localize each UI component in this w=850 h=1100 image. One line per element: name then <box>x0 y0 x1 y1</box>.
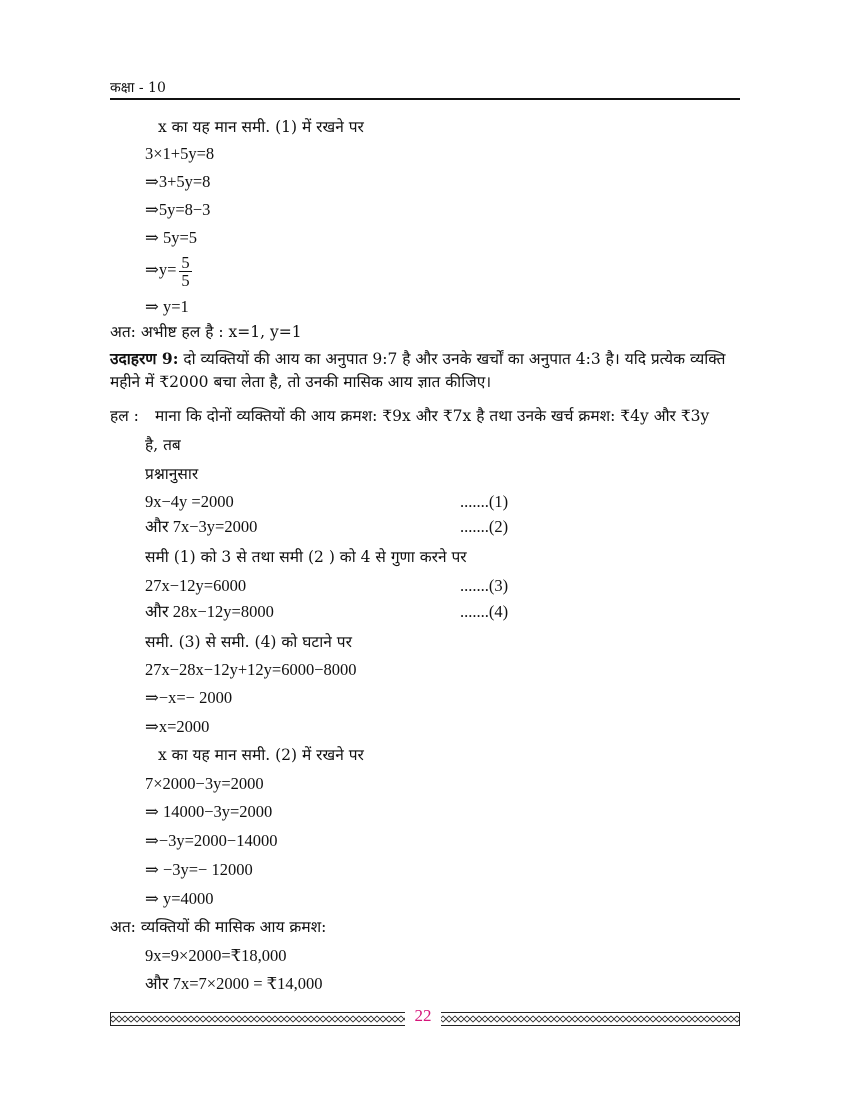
equation-1-ref: .......(1) <box>460 492 509 511</box>
step-line: ⇒5y=8−3 <box>145 200 211 219</box>
equation-2-ref: .......(2) <box>460 517 509 536</box>
step-line: 7×2000−3y=2000 <box>145 774 264 793</box>
step-line: ⇒−x=− 2000 <box>145 688 233 707</box>
fraction-numerator: 5 <box>181 252 190 272</box>
substitution-note-2: x का यह मान समी. (2) में रखने पर <box>158 746 364 764</box>
step-line: ⇒ −3y=− 12000 <box>145 860 253 879</box>
fraction <box>179 254 191 289</box>
multiply-note: समी (1) को 3 से तथा समी (2 ) को 4 से गुणा करने पर <box>145 548 467 566</box>
step-line: 3×1+5y=8 <box>145 144 215 163</box>
by-question: प्रश्नानुसार <box>145 465 199 483</box>
example-text: दो व्यक्तियों की आय का अनुपात 9:7 है और उनके खर्चों का अनुपात 4:3 है। यदि प्रत्येक व्यक्ति महीने में ₹2000 बचा लेता है, तो उनकी मासिक आय ज्ञात कीजिए। <box>110 350 726 391</box>
equation-3-ref: .......(3) <box>460 576 509 595</box>
fraction-step <box>145 252 192 289</box>
solution-intro-cont: है, तब <box>145 436 181 454</box>
equation-4-ref: .......(4) <box>460 602 509 621</box>
step-line: ⇒ 5y=5 <box>145 228 198 247</box>
conclusion: अत: व्यक्तियों की मासिक आय क्रमश: <box>110 918 327 936</box>
substitution-note: x का यह मान समी. (1) में रखने पर <box>158 118 364 136</box>
fraction-prefix: ⇒y= <box>145 260 177 279</box>
class-header: कक्षा - 10 <box>110 80 166 96</box>
step-line: ⇒ y=4000 <box>145 889 214 908</box>
step-line: ⇒ y=1 <box>145 297 189 316</box>
equation-4: और 28x−12y=8000 <box>145 602 274 621</box>
solution-label: हल : <box>110 407 139 425</box>
step-line: ⇒ 14000−3y=2000 <box>145 802 273 821</box>
income-1: 9x=9×2000=₹18,000 <box>145 946 287 965</box>
solution-intro: माना कि दोनों व्यक्तियों की आय क्रमश: ₹9x और ₹7x है तथा उनके खर्च क्रमश: ₹4y और ₹3y <box>155 407 710 425</box>
step-line: 27x−28x−12y+12y=6000−8000 <box>145 660 357 679</box>
equation-3: 27x−12y=6000 <box>145 576 247 595</box>
fraction-denominator: 5 <box>181 270 190 290</box>
equation-2: और 7x−3y=2000 <box>145 517 258 536</box>
page-number: 22 <box>405 1006 441 1026</box>
header-rule <box>110 98 740 100</box>
income-2: और 7x=7×2000 = ₹14,000 <box>145 974 323 993</box>
subtract-note: समी. (3) से समी. (4) को घटाने पर <box>145 633 352 651</box>
answer-line: अत: अभीष्ट हल है : x=1, y=1 <box>110 323 302 341</box>
step-line: ⇒−3y=2000−14000 <box>145 831 278 850</box>
equation-1: 9x−4y =2000 <box>145 492 234 511</box>
step-line: ⇒x=2000 <box>145 717 210 736</box>
step-line: ⇒3+5y=8 <box>145 172 211 191</box>
example-label: उदाहरण 9: <box>110 349 179 368</box>
example-9 <box>110 347 740 394</box>
